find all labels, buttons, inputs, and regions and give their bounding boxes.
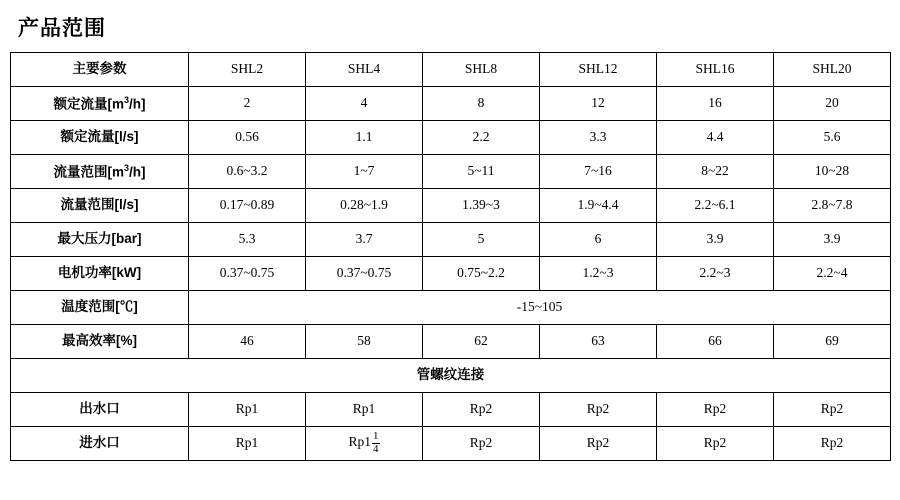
- cell-value: 69: [774, 325, 891, 359]
- cell-value: 0.6~3.2: [189, 155, 306, 189]
- cell-value: 2: [189, 87, 306, 121]
- cell-value: 46: [189, 325, 306, 359]
- row-label-motor-power: 电机功率[kW]: [11, 257, 189, 291]
- table-row: [11, 291, 891, 325]
- row-label-temperature-range: 温度范围[℃]: [11, 291, 189, 325]
- cell-value: 2.2~6.1: [657, 189, 774, 223]
- cell-value: 3.9: [657, 223, 774, 257]
- cell-value: 2.8~7.8: [774, 189, 891, 223]
- cell-value: 2.2~4: [774, 257, 891, 291]
- table-row: [11, 223, 891, 257]
- table-header-row: [11, 53, 891, 87]
- cell-value: 5~11: [423, 155, 540, 189]
- cell-value: Rp2: [657, 393, 774, 427]
- cell-value: Rp1: [306, 393, 423, 427]
- cell-value: 10~28: [774, 155, 891, 189]
- row-label-superscript: 3: [123, 94, 129, 105]
- cell-value-base: Rp1: [348, 434, 371, 450]
- cell-value: 62: [423, 325, 540, 359]
- row-label-outlet: 出水口: [11, 393, 189, 427]
- row-label-max-pressure: 最大压力[bar]: [11, 223, 189, 257]
- row-label-tail: /h]: [129, 164, 146, 180]
- cell-value: 5: [423, 223, 540, 257]
- cell-value: Rp2: [423, 393, 540, 427]
- cell-value-merged-temperature: -15~105: [189, 291, 891, 325]
- fraction: [372, 431, 380, 455]
- row-label-flow-range-ls: 流量范围[l/s]: [11, 189, 189, 223]
- cell-value: Rp2: [774, 393, 891, 427]
- cell-value: 1.1: [306, 121, 423, 155]
- table-section-row: [11, 359, 891, 393]
- cell-value: 3.7: [306, 223, 423, 257]
- cell-value: 7~16: [540, 155, 657, 189]
- cell-value: 3.9: [774, 223, 891, 257]
- cell-value: Rp1: [189, 427, 306, 461]
- row-label-superscript: 3: [123, 162, 129, 173]
- fraction-denominator: 4: [373, 443, 379, 455]
- cell-value: 4: [306, 87, 423, 121]
- cell-value: 2.2~3: [657, 257, 774, 291]
- row-label-max-efficiency: 最高效率[%]: [11, 325, 189, 359]
- cell-value: Rp2: [774, 427, 891, 461]
- column-header-model-5: SHL16: [657, 53, 774, 87]
- row-label-inlet: 进水口: [11, 427, 189, 461]
- cell-value: 4.4: [657, 121, 774, 155]
- table-row: [11, 257, 891, 291]
- table-row: [11, 393, 891, 427]
- row-label-flow-range-m3h: [11, 155, 189, 189]
- cell-value: 6: [540, 223, 657, 257]
- column-header-model-2: SHL4: [306, 53, 423, 87]
- table-row: [11, 121, 891, 155]
- column-header-model-4: SHL12: [540, 53, 657, 87]
- section-title-thread-connection: 管螺纹连接: [11, 359, 891, 393]
- cell-value: Rp2: [657, 427, 774, 461]
- row-label-text: 额定流量[m: [53, 96, 124, 112]
- cell-value: Rp1: [189, 393, 306, 427]
- cell-value: 2.2: [423, 121, 540, 155]
- cell-value: 0.28~1.9: [306, 189, 423, 223]
- cell-value: 8~22: [657, 155, 774, 189]
- table-row: [11, 155, 891, 189]
- row-label-rated-flow-m3h: [11, 87, 189, 121]
- cell-value: Rp2: [540, 393, 657, 427]
- cell-value: 1.9~4.4: [540, 189, 657, 223]
- cell-value: 0.56: [189, 121, 306, 155]
- table-row: [11, 325, 891, 359]
- product-range-table: [10, 52, 891, 461]
- column-header-model-1: SHL2: [189, 53, 306, 87]
- cell-value: 1.39~3: [423, 189, 540, 223]
- cell-value: 0.75~2.2: [423, 257, 540, 291]
- cell-value: 1~7: [306, 155, 423, 189]
- row-label-rated-flow-ls: 额定流量[l/s]: [11, 121, 189, 155]
- cell-value: 8: [423, 87, 540, 121]
- cell-value: 0.37~0.75: [306, 257, 423, 291]
- table-row: [11, 87, 891, 121]
- column-header-model-6: SHL20: [774, 53, 891, 87]
- cell-value-fraction: [306, 427, 423, 461]
- cell-value: 5.3: [189, 223, 306, 257]
- cell-value: 66: [657, 325, 774, 359]
- cell-value: Rp2: [540, 427, 657, 461]
- cell-value: 0.37~0.75: [189, 257, 306, 291]
- cell-value: 20: [774, 87, 891, 121]
- column-header-param: 主要参数: [11, 53, 189, 87]
- column-header-model-3: SHL8: [423, 53, 540, 87]
- fraction-numerator: 1: [373, 430, 379, 443]
- cell-value: 63: [540, 325, 657, 359]
- cell-value: 0.17~0.89: [189, 189, 306, 223]
- table-row: [11, 427, 891, 461]
- row-label-text: 流量范围[m: [53, 164, 124, 180]
- cell-value: 3.3: [540, 121, 657, 155]
- cell-value: 58: [306, 325, 423, 359]
- page-title: 产品范围: [18, 17, 106, 40]
- cell-value: 12: [540, 87, 657, 121]
- row-label-tail: /h]: [129, 96, 146, 112]
- cell-value: 16: [657, 87, 774, 121]
- cell-value: 5.6: [774, 121, 891, 155]
- table-row: [11, 189, 891, 223]
- cell-value: 1.2~3: [540, 257, 657, 291]
- cell-value: Rp2: [423, 427, 540, 461]
